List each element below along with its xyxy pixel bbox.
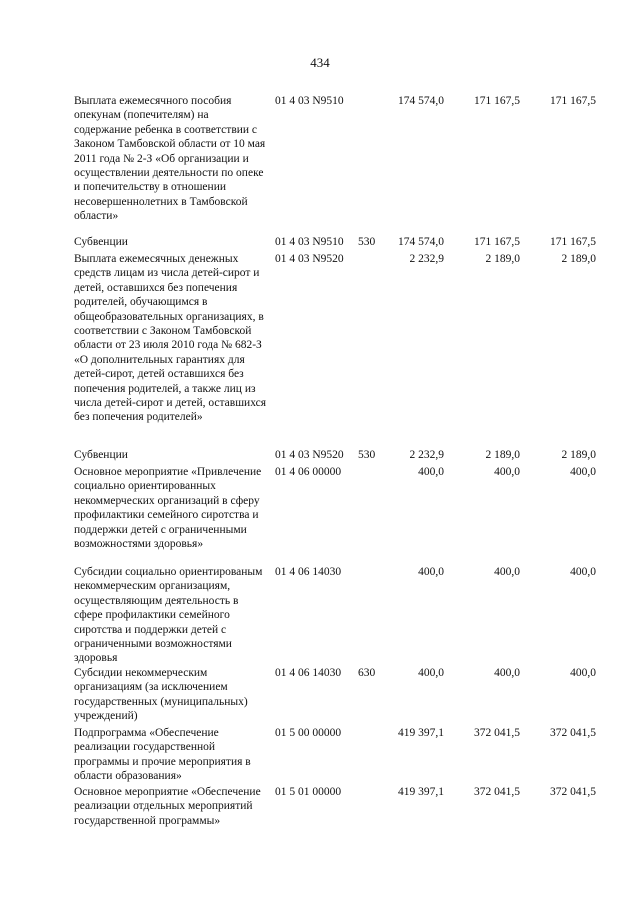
row-value-1: 419 397,1 [398, 727, 444, 739]
row-description: Субсидии социально ориентированым некоммерческим организациям, осуществляющим деятельность в сфере профилактики семейного сиротства и поддержки детей с ограниченными возможностями здоровья [74, 566, 263, 665]
row-value-2: 372 041,5 [474, 727, 520, 739]
row-value-2: 171 167,5 [474, 236, 520, 248]
row-value-3: 171 167,5 [550, 236, 596, 248]
row-description: Субсидии некоммерческим организациям (за исключением государственных (муниципальных) учреждений) [74, 667, 248, 723]
row-value-1: 400,0 [418, 466, 444, 478]
row-value-3: 372 041,5 [550, 727, 596, 739]
row-code: 01 4 03 N9520 [275, 253, 344, 265]
row-description: Основное мероприятие «Обеспечение реализации отдельных мероприятий государственной программы» [74, 786, 261, 827]
row-value-1: 400,0 [418, 667, 444, 679]
row-type: 530 [358, 236, 376, 248]
row-code: 01 4 03 N9510 [275, 236, 344, 248]
row-code: 01 4 06 00000 [275, 466, 342, 478]
row-value-1: 2 232,9 [409, 253, 444, 265]
row-value-3: 400,0 [570, 667, 596, 679]
row-description: Выплата ежемесячных денежных средств лицам из числа детей-сирот и детей, оставшихся без попечения родителей, обучающимся в общеобразовательных организациях, в соответствии с Законом Тамбовской области от 23 июля 2010 года № 682-З «О дополнительных гарантиях для детей-сирот, детей оставшихся без попечения родителей, а также лиц из числа детей-сирот и детей, оставшихся без попечения родителей» [74, 253, 267, 424]
row-code: 01 5 00 00000 [275, 727, 342, 739]
row-value-1: 419 397,1 [398, 786, 444, 798]
row-description: Подпрограмма «Обеспечение реализации государственной программы и прочие мероприятия в области образования» [74, 727, 251, 783]
row-value-1: 174 574,0 [398, 95, 444, 107]
row-value-1: 400,0 [418, 566, 444, 578]
row-value-3: 400,0 [570, 466, 596, 478]
row-value-2: 372 041,5 [474, 786, 520, 798]
row-value-3: 372 041,5 [550, 786, 596, 798]
row-description: Выплата ежемесячного пособия опекунам (попечителям) на содержание ребенка в соответствии с Законом Тамбовской области от 10 мая 2011 года № 2-З «Об организации и осуществлении деятельности по опеке и попечительству в отношении несовершеннолетних в Тамбовской области» [74, 95, 266, 223]
row-code: 01 4 03 N9520 [275, 449, 344, 461]
row-code: 01 4 06 14030 [275, 667, 342, 679]
row-value-2: 400,0 [494, 566, 520, 578]
row-description: Основное мероприятие «Привлечение социально ориентированных некоммерческих организаций в сферу профилактики семейного сиротства и поддержки детей с ограниченными возможностями здоровья» [74, 466, 262, 551]
row-value-2: 400,0 [494, 466, 520, 478]
row-value-2: 171 167,5 [474, 95, 520, 107]
row-description: Субвенции [74, 449, 128, 461]
row-value-1: 2 232,9 [409, 449, 444, 461]
row-value-1: 174 574,0 [398, 236, 444, 248]
page-number: 434 [310, 55, 330, 70]
row-type: 530 [358, 449, 376, 461]
row-type: 630 [358, 667, 376, 679]
row-description: Субвенции [74, 236, 128, 248]
row-value-3: 171 167,5 [550, 95, 596, 107]
row-value-2: 2 189,0 [485, 449, 520, 461]
row-value-3: 2 189,0 [561, 253, 596, 265]
row-code: 01 4 03 N9510 [275, 95, 344, 107]
row-value-2: 2 189,0 [485, 253, 520, 265]
row-value-3: 2 189,0 [561, 449, 596, 461]
row-value-3: 400,0 [570, 566, 596, 578]
row-code: 01 5 01 00000 [275, 786, 342, 798]
row-value-2: 400,0 [494, 667, 520, 679]
row-code: 01 4 06 14030 [275, 566, 342, 578]
